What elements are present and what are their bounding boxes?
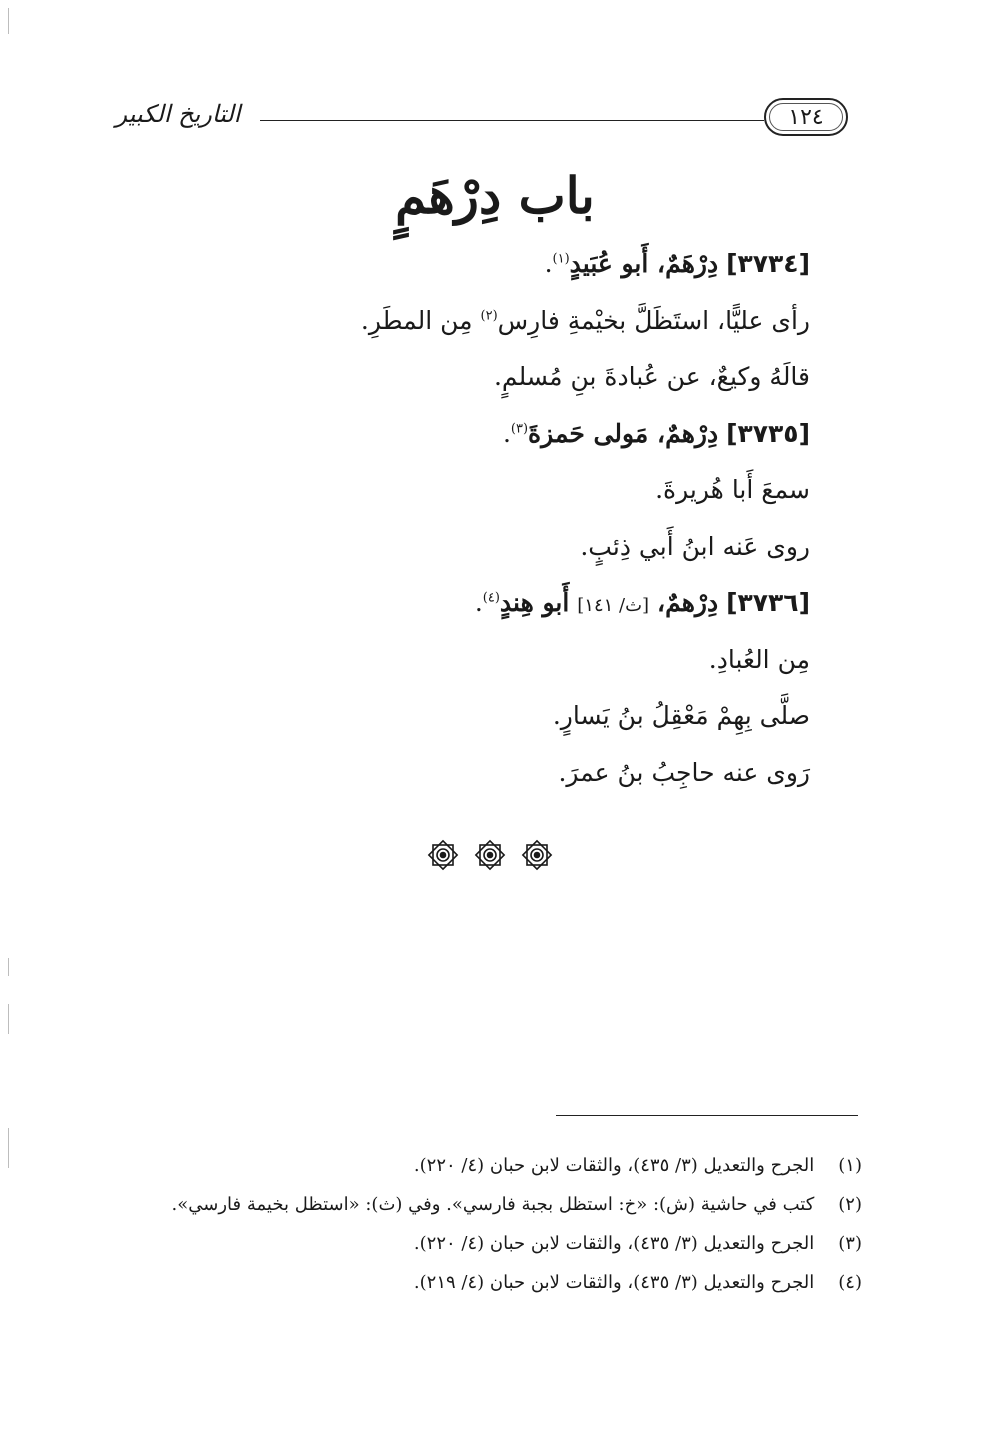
entry-name: أَبو هِندٍ <box>499 588 570 617</box>
text-line: صلَّى بِهِمْ مَعْقِلُ بنُ يَسارٍ. <box>552 701 810 730</box>
footnote-number: (٤) <box>838 1272 862 1293</box>
section-ornaments <box>426 838 554 878</box>
entry-heading <box>290 575 810 632</box>
entry-number: [٣٧٣٥] <box>726 418 810 448</box>
text-line <box>290 293 810 350</box>
footnote <box>122 1185 862 1224</box>
entry-tail: . <box>544 249 553 278</box>
entry-name: دِرْهمٌ، مَولى حَمزةَ <box>528 418 719 448</box>
footnote-ref[interactable]: (٢) <box>480 308 498 324</box>
footnote <box>122 1146 862 1185</box>
chapter-title: باب دِرْهَمٍ <box>395 166 595 225</box>
footnote-ref[interactable]: (٤) <box>482 590 500 606</box>
running-title: التاريخ الكبير <box>115 100 241 128</box>
footnote <box>122 1263 862 1302</box>
text-line: سمعَ أَبا هُريرةَ. <box>655 475 810 504</box>
entry-name: دِرْهَمٌ، أَبو عُبَيدٍ <box>569 249 719 278</box>
footnotes <box>122 1146 862 1302</box>
footnote-ref[interactable]: (١) <box>552 251 570 267</box>
octagonal-rosette-icon <box>520 838 554 872</box>
footnote-number: (١) <box>838 1155 862 1176</box>
text-line: رَوى عنه حاجِبُ بنُ عمرَ. <box>558 757 810 787</box>
text-segment: رأى عليًّا، استَظَلَّ بخيْمةِ فارِس <box>497 305 810 335</box>
text-line: مِن العُبادِ. <box>708 644 810 674</box>
header-rule <box>260 120 764 121</box>
scan-edge-mark <box>8 8 9 34</box>
footnote-text: الجرح والتعديل (٣/ ٤٣٥)، والثقات لابن حبان (٤/ ٢١٩). <box>413 1272 815 1293</box>
footnote-separator <box>556 1115 858 1116</box>
footnote-ref[interactable]: (٣) <box>510 421 529 437</box>
entry-heading <box>290 406 810 463</box>
manuscript-ref: [ث/ ١٤١] <box>577 595 650 616</box>
octagonal-rosette-icon <box>426 838 460 872</box>
footnote-text: كتب في حاشية (ش): «خ: استظل بجبة فارسي». وفي (ث): «استظل بخيمة فارسي». <box>171 1194 815 1215</box>
footnote <box>122 1224 862 1263</box>
entry-heading <box>290 236 810 293</box>
page-number: ١٢٤ <box>764 98 848 136</box>
footnote-text: الجرح والتعديل (٣/ ٤٣٥)، والثقات لابن حبان (٤/ ٢٢٠). <box>413 1233 815 1254</box>
entry-number: [٣٧٣٤] <box>726 249 810 278</box>
text-line: قالَهُ وكيعٌ، عن عُبادةَ بنِ مُسلمٍ. <box>493 362 810 391</box>
octagonal-rosette-icon <box>473 838 507 872</box>
footnote-text: الجرح والتعديل (٣/ ٤٣٥)، والثقات لابن حبان (٤/ ٢٢٠). <box>413 1155 815 1176</box>
footnote-number: (٣) <box>838 1233 862 1254</box>
entry-tail: . <box>502 418 511 448</box>
text-line: روى عَنه ابنُ أَبي ذِئبٍ. <box>580 531 810 561</box>
footnote-number: (٢) <box>838 1194 862 1215</box>
entry-name: دِرْهمٌ، <box>657 588 719 617</box>
scan-edge-mark <box>8 1004 9 1034</box>
main-text <box>290 236 810 801</box>
scan-edge-mark <box>8 1128 9 1168</box>
entry-number: [٣٧٣٦] <box>726 588 810 617</box>
entry-tail: . <box>474 588 483 617</box>
text-segment: مِن المطَرِ. <box>360 305 481 335</box>
page-header <box>108 94 848 138</box>
scan-edge-mark <box>8 958 9 976</box>
